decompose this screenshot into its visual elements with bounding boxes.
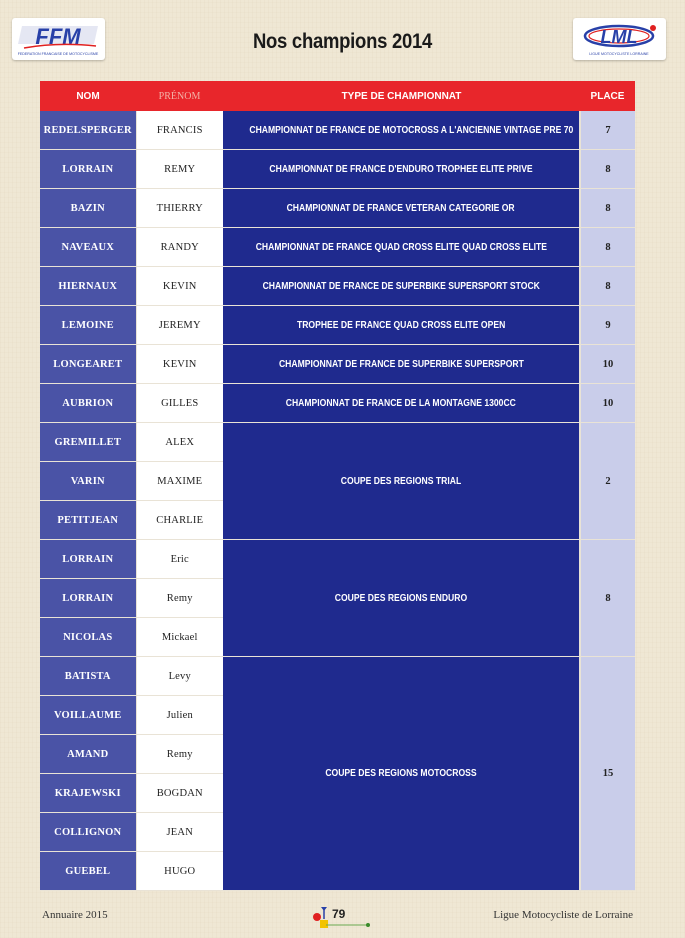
cell-nom: BATISTA [40, 657, 136, 696]
cell-nom: BAZIN [40, 189, 136, 228]
cell-prenom: MAXIME [136, 462, 223, 501]
cell-nom: LEMOINE [40, 306, 136, 345]
cell-prenom: KEVIN [136, 267, 223, 306]
cell-prenom: Levy [136, 657, 223, 696]
table-row [40, 111, 635, 150]
cell-nom: COLLIGNON [40, 813, 136, 852]
championship-type-label: CHAMPIONNAT DE FRANCE DE LA MONTAGNE 1300CC [285, 397, 517, 409]
cell-nom: LONGEARET [40, 345, 136, 384]
championship-type-label: CHAMPIONNAT DE FRANCE DE SUPERBIKE SUPERSPORT STOCK [262, 280, 540, 292]
cell-place: 9 [580, 306, 635, 345]
championship-type-label: CHAMPIONNAT DE FRANCE DE MOTOCROSS A L'ANCIENNE VINTAGE PRE 70 [249, 124, 574, 136]
cell-nom: VARIN [40, 462, 136, 501]
cell-nom: NAVEAUX [40, 228, 136, 267]
cell-prenom: THIERRY [136, 189, 223, 228]
cell-nom: NICOLAS [40, 618, 136, 657]
cell-championship-type [223, 111, 580, 150]
cell-prenom: JEREMY [136, 306, 223, 345]
championship-type-label: CHAMPIONNAT DE FRANCE QUAD CROSS ELITE QUAD CROSS ELITE [255, 241, 547, 253]
championship-type-label: COUPE DES REGIONS MOTOCROSS [325, 768, 477, 779]
cell-nom: REDELSPERGER [40, 111, 136, 150]
cell-championship-type [223, 345, 580, 384]
cell-prenom: CHARLIE [136, 501, 223, 540]
lml-logo-icon [573, 18, 666, 60]
table-row [40, 267, 635, 306]
cell-nom: AUBRION [40, 384, 136, 423]
table-row [40, 150, 635, 189]
cell-place: 8 [580, 228, 635, 267]
championship-type-label: CHAMPIONNAT DE FRANCE VETERAN CATEGORIE OR [286, 202, 516, 214]
ffm-logo-caption: FEDERATION FRANCAISE DE MOTOCYCLISME [17, 52, 99, 56]
championship-type-label: COUPE DES REGIONS TRIAL [340, 475, 462, 487]
lml-logo-text: LML [600, 27, 638, 47]
cell-place: 8 [580, 150, 635, 189]
column-header-type: TYPE DE CHAMPIONNAT [223, 81, 580, 111]
column-header-place: PLACE [580, 81, 635, 111]
cell-prenom: Remy [136, 579, 223, 618]
cell-prenom: Eric [136, 540, 223, 579]
ffm-logo-text: FFM [35, 24, 81, 49]
lml-logo-caption: LIGUE MOTOCYCLISTE LORRAINE [589, 52, 649, 56]
cell-prenom: FRANCIS [136, 111, 223, 150]
cell-prenom: Mickael [136, 618, 223, 657]
cell-nom: AMAND [40, 735, 136, 774]
cell-nom: VOILLAUME [40, 696, 136, 735]
table-row [40, 657, 635, 696]
cell-place: 15 [580, 657, 635, 891]
cell-nom: LORRAIN [40, 579, 136, 618]
cell-place: 8 [580, 267, 635, 306]
cell-prenom: BOGDAN [136, 774, 223, 813]
cell-prenom: RANDY [136, 228, 223, 267]
table-header-row [40, 81, 635, 111]
championship-type-label: COUPE DES REGIONS ENDURO [334, 592, 468, 604]
page-title: Nos champions 2014 [252, 30, 433, 53]
cell-championship-type [223, 228, 580, 267]
champions-table [40, 81, 635, 891]
cell-nom: LORRAIN [40, 150, 136, 189]
cell-place: 10 [580, 345, 635, 384]
cell-prenom: Julien [136, 696, 223, 735]
cell-nom: KRAJEWSKI [40, 774, 136, 813]
cell-place: 8 [580, 189, 635, 228]
footer-yearbook-label: Annuaire 2015 [42, 909, 108, 921]
table-row [40, 228, 635, 267]
championship-type-label: CHAMPIONNAT DE FRANCE DE SUPERBIKE SUPERSPORT [278, 358, 524, 370]
cell-championship-type [223, 150, 580, 189]
cell-championship-type [223, 267, 580, 306]
cell-championship-type [223, 540, 580, 657]
cell-nom: HIERNAUX [40, 267, 136, 306]
column-header-prenom: PRÉNOM [136, 81, 223, 111]
table-row [40, 345, 635, 384]
cell-championship-type [223, 384, 580, 423]
cell-nom: GUEBEL [40, 852, 136, 891]
championship-type-label: TROPHEE DE FRANCE QUAD CROSS ELITE OPEN [296, 319, 506, 331]
page-number: 79 [332, 907, 346, 921]
table-row [40, 423, 635, 462]
table-row [40, 189, 635, 228]
cell-prenom: HUGO [136, 852, 223, 891]
cell-place: 2 [580, 423, 635, 540]
cell-nom: LORRAIN [40, 540, 136, 579]
cell-prenom: JEAN [136, 813, 223, 852]
table-row [40, 540, 635, 579]
cell-championship-type [223, 189, 580, 228]
footer-league-label: Ligue Motocycliste de Lorraine [493, 909, 633, 921]
cell-place: 7 [580, 111, 635, 150]
cell-prenom: KEVIN [136, 345, 223, 384]
column-header-nom: NOM [40, 81, 136, 111]
cell-place: 8 [580, 540, 635, 657]
page-number-badge [310, 905, 380, 931]
champions-table-body [40, 111, 635, 891]
cell-prenom: REMY [136, 150, 223, 189]
cell-prenom: ALEX [136, 423, 223, 462]
cell-championship-type [223, 423, 580, 540]
table-row [40, 384, 635, 423]
cell-championship-type [223, 657, 580, 891]
championship-type-label: CHAMPIONNAT DE FRANCE D'ENDURO TROPHEE ELITE PRIVE [269, 163, 533, 175]
cell-nom: PETITJEAN [40, 501, 136, 540]
lml-logo [573, 18, 666, 60]
cell-prenom: GILLES [136, 384, 223, 423]
cell-nom: GREMILLET [40, 423, 136, 462]
cell-prenom: Remy [136, 735, 223, 774]
cell-place: 10 [580, 384, 635, 423]
cell-championship-type [223, 306, 580, 345]
table-row [40, 306, 635, 345]
